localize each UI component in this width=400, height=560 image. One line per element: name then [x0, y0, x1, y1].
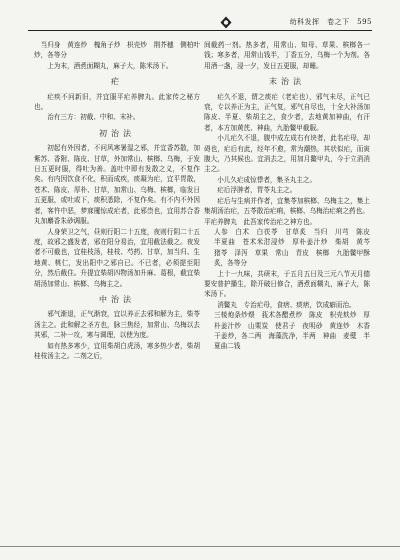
text-paragraph: 当归身 黄连炒 槐角子炒 枳壳炒 荆芥穗 侧柏叶炒，各等分 — [34, 41, 200, 60]
text-paragraph: 上十一九味，共研末，于五月五日及三元八节天月德要安普护播生，除开破日修合，酒煮面糊丸，麻子大，陈米汤下。 — [204, 269, 370, 299]
publisher-emblem-icon — [220, 16, 232, 29]
section-heading: 初治法 — [99, 128, 135, 138]
text-paragraph: 如有热多寒少，宜用柴胡白虎汤，寒多热少者，柴胡桂枝汤主之。二剂之后， — [34, 341, 200, 360]
text-paragraph: 上为末，酒煮面糊丸，麻子大，陈米汤下。 — [47, 61, 173, 70]
text-paragraph: 间截药一剂。热多者，用常山、知母、草果、槟榔各一钱；寒多者，用常山钱半，丁香五分，乌梅一个为剂。各用酒一盏，浸一夕，发日五更服，却睡。 — [204, 41, 370, 70]
text-paragraph: 人参 白术 白茯苓 甘草炙 当归 川芎 陈皮 半夏曲 苍术米泔浸炒 厚朴姜汁炒 柴胡 黄芩 猪苓 泽泻 草果 常山 青皮 槟榔 九胎鳖甲酥炙，各等分 — [214, 227, 377, 268]
text-paragraph: 治有三方：初截、中和、末补。 — [47, 113, 140, 122]
text-paragraph: 消鳖丸 专治疟母，食痞、痰痞，饮成癖而治。 — [217, 300, 356, 309]
text-paragraph: 疟疾不问新旧，并宜服平疟养脾丸。此家传之秘方也。 — [34, 92, 200, 112]
text-paragraph: 疟后浮肿者，胃苓丸主之。 — [217, 186, 297, 195]
section-heading: 中治法 — [99, 294, 135, 304]
text-paragraph: 邪气渐退，正气渐衰，宜以养正去邪和解为主，柴苓汤主之。此和解之圣方也，脉三焦经，加常山、乌梅以去其邪，二补一攻，寒与调理，以使为度。 — [34, 310, 200, 340]
text-paragraph: 小儿久疟成惊悸者，集圣丸主之。 — [217, 175, 317, 184]
text-paragraph: 疟久不退，谓之痰疟（老疟也），邪气未尽，正气已衰，专以养正为主，正气复，邪气自尽也，十全大补汤加陈皮、半夏、柴胡主之，食少者，去地黄加神曲，有汗者，本方加黄芪、神曲，九胎鳖甲截服。 — [204, 92, 370, 132]
page-bottom-edge — [0, 546, 400, 547]
header-rule — [28, 30, 372, 31]
text-paragraph: 三棱炮条炒煨 莪术各醋煮炒 陈皮 枳壳麸炒 厚朴姜汁炒 山栗炭 使君子 夜明砂 黄连炒 木香 干姜炒，各二两 海藻洗净，半两 神曲 麦糵 半夏曲二钱 — [214, 311, 377, 351]
running-title: 幼科发挥 卷之下 595 — [289, 18, 372, 26]
text-paragraph: 平疟养脾丸 此吾家传治疟之神方也。 — [204, 217, 317, 226]
text-paragraph: 人身荣卫之气，昼则行阳二十五度，夜则行阴二十五度，故邪之盛发者，邪在阳分易治，宜用截法截之。夜发者不可截也，宜桂枝汤，桂枝、芍药、甘草，加当归、生地黄、桃仁，发出阳中之邪自已。不已者，必须提至阳分，然后截住。升提宜柴胡四物汤加升麻、葛根，截宜柴胡汤加常山、槟榔、乌梅主之。 — [34, 227, 200, 288]
page-header — [28, 16, 372, 32]
section-heading: 末治法 — [269, 77, 305, 87]
text-paragraph: 疟后与生病并作者，宜集苓加槟榔、乌梅主之，集上集胡汤治疟，五苓散治疟痢，槟榔、乌梅治疟痢之药也。 — [204, 196, 370, 216]
text-paragraph: 小儿疟久不退，腹中成左成右有块者，此名疟母，却碍也，疟后有此，经年不愈，常为潮热，其状似疟，而寅腹大，乃其候也。宜消去之，用加月鳖甲丸，今于立消消主之。 — [204, 134, 370, 174]
left-text-column — [34, 40, 200, 361]
right-text-column — [204, 40, 377, 352]
text-paragraph: 初起有外因者，不问风寒暑湿之邪，并宜香苏散，加紫苏、香附、陈皮、甘草，外加常山、槟榔、乌梅，于发日五更时服，得吐为善。盖吐中即有发散之义，不复作矣。有内因饮食不化，积而成疾，痰凝为疟，宜平胃散，苍术、陈皮、厚朴、甘草，加常山、乌梅、槟榔，临发日五更服，或吐或下，痰积悉除，不复作矣。有不内不外因者，客忤中恶，梦寐魇惊成疟者，此邪祟也，宜用苏合香丸加麝香朱砂调服。 — [34, 144, 200, 226]
section-heading: 疟 — [111, 77, 123, 87]
